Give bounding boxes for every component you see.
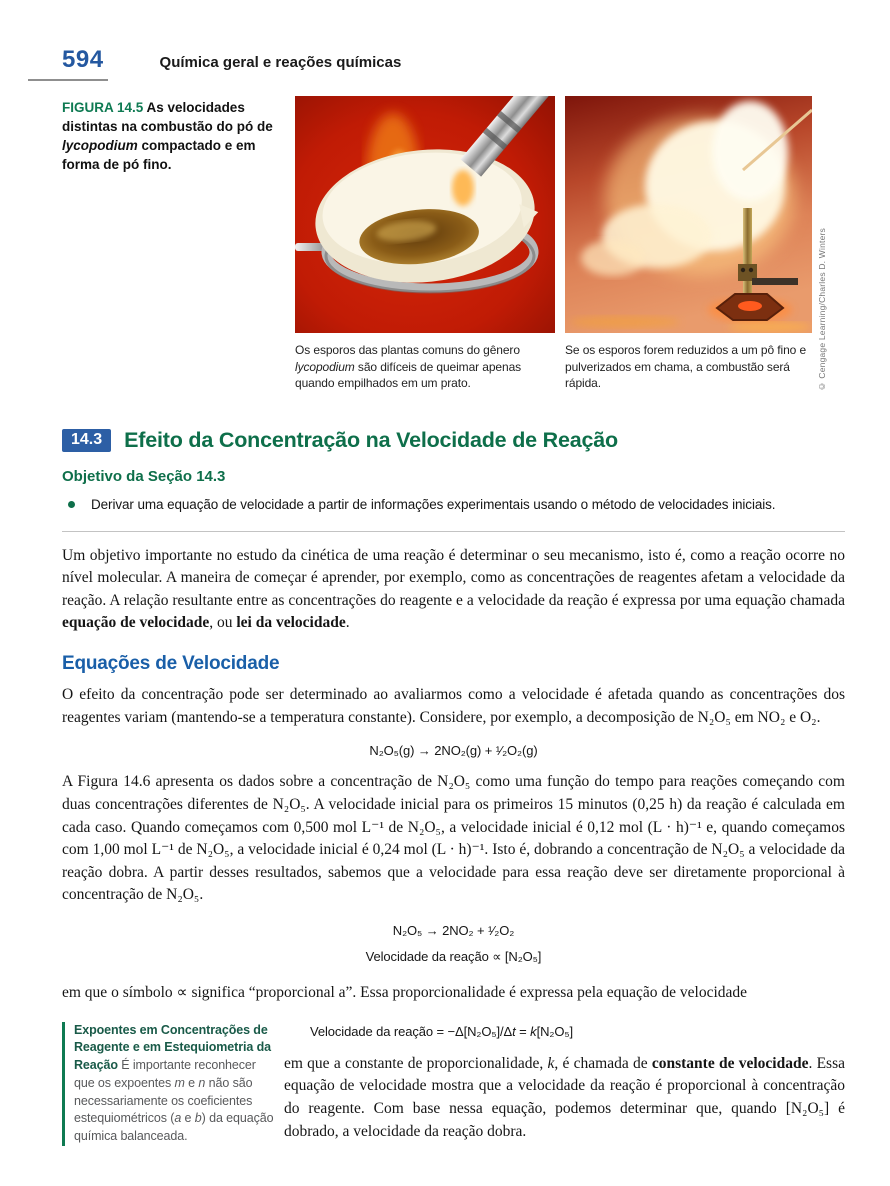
figure-caption: FIGURA 14.5 As velocidades distintas na combustão do pó de lycopodium compactado e em forma de pó fino. <box>62 100 273 173</box>
figure-14-5 <box>62 96 845 392</box>
objective-heading: Objetivo da Seção 14.3 <box>62 467 226 485</box>
paragraph-proportional: em que o símbolo ∝ significa “proporcional a”. Essa proporcionalidade é expressa pela equação de velocidade <box>62 984 748 1002</box>
subsection-title: Equações de Velocidade <box>62 653 280 675</box>
note-row <box>62 1022 845 1146</box>
rate-law-column <box>284 1022 845 1146</box>
margin-note: Expoentes em Concentrações de Reagente e em Estequiometria da Reação É importante reconhecer que os expoentes m e n não são necessariamente os coeficientes estequiométricos (a e b) da equação química balanceada. <box>62 1022 274 1146</box>
section-heading <box>62 428 845 453</box>
photo-flame-burner <box>565 96 812 333</box>
page-number: 594 <box>62 46 104 73</box>
equation-rate-law: Velocidade da reação = −Δ[N₂O₅]/Δt = k[N₂O₅] <box>310 1023 573 1039</box>
objective-bullet-item <box>62 495 845 516</box>
paragraph-figure-14-6: A Figura 14.6 apresenta os dados sobre a concentração de N₂O₅ como uma função do tempo para reações começando com duas concentrações diferentes de N₂O₅. A velocidade inicial para os primeiros 15 minutos (0,25 h) da reação é calculada em cada caso. Quando começamos com 0,500 mol L⁻¹ de N₂O₅, a velocidade inicial é 0,12 mol (L · h)⁻¹ e, quando começamos com 1,00 mol L⁻¹ de N₂O₅, a velocidade inicial é 0,24 mol (L · h)⁻¹. Isto é, dobrando a concentração de N₂O₅ a velocidade da reação dobra. A partir desses resultados, sabemos que a velocidade para essa reação deve ser diretamente proporcional à concentração de N₂O₅. <box>62 773 845 904</box>
section-number-badge: 14.3 <box>62 429 111 452</box>
section-title: Efeito da Concentração na Velocidade de Reação <box>124 427 618 452</box>
paragraph-concentration-effect: O efeito da concentração pode ser determinado ao avaliarmos como a velocidade é afetada quando as concentrações dos reagentes variam (mantendo-se a temperatura constante). Considere, por exemplo, a decomposição de N₂O₅ em NO₂ e O₂. <box>62 686 845 726</box>
bullet-icon <box>68 501 75 508</box>
paragraph-intro: Um objetivo importante no estudo da cinética de uma reação é determinar o seu mecanismo, isto é, como a reação ocorre no nível molecular. A maneira de começar é aprender, por exemplo, como as concentrações de reagentes afetam a velocidade da reação. A relação resultante entre as concentrações do reagente e a velocidade da reação é expressa por uma equação chamada equação de velocidade, ou lei da velocidade. <box>62 546 845 632</box>
page-header <box>62 46 845 74</box>
equation-proportionality: Velocidade da reação ∝ [N₂O₅] <box>365 949 542 965</box>
figure-photos <box>295 96 827 392</box>
paragraph-rate-constant: em que a constante de proporcionalidade, k, é chamada de constante de velocidade. Essa equação de velocidade mostra que a velocidade da reação é proporcional à concentração do reagente. Com base nessa equação, podemos determinar que, quando [N₂O₅] é dobrado, a velocidade da reação dobra. <box>284 1054 846 1140</box>
section-divider <box>62 531 845 532</box>
objective-bullet-text: Derivar uma equação de velocidade a partir de informações experimentais usando o método de velocidades iniciais. <box>91 496 776 512</box>
equation-decomposition-g: N₂O₅(g) → 2NO₂(g) + ¹⁄₂O₂(g) <box>369 743 538 759</box>
header-rule <box>28 79 108 81</box>
photo-credit: © Cengage Learning/Charles D. Winters <box>817 228 827 392</box>
photo-right-caption: Se os esporos forem reduzidos a um pô fino e pulverizados em chama, a combustão será rápida. <box>565 343 807 391</box>
equation-decomposition: N₂O₅ → 2NO₂ + ¹⁄₂O₂ <box>392 923 515 939</box>
photo-left-caption: Os esporos das plantas comuns do gênero lycopodium são difíceis de queimar apenas quando empilhados em um prato. <box>295 343 522 391</box>
photo-lycopodium-dish <box>295 96 555 333</box>
book-title: Química geral e reações químicas <box>159 54 402 71</box>
